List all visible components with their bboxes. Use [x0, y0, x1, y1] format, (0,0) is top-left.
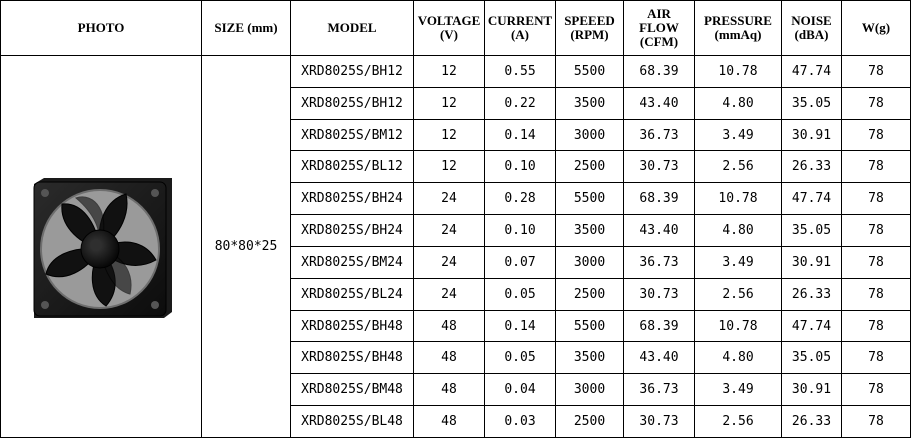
- current-cell: 0.14: [485, 310, 556, 342]
- pressure-cell: 3.49: [695, 119, 782, 151]
- current-cell: 0.22: [485, 87, 556, 119]
- airflow-cell: 36.73: [624, 374, 695, 406]
- speed-cell: 5500: [556, 183, 624, 215]
- size-cell: 80*80*25: [202, 56, 291, 438]
- header-noise: NOISE (dBA): [782, 1, 842, 56]
- pressure-cell: 3.49: [695, 374, 782, 406]
- airflow-cell: 36.73: [624, 246, 695, 278]
- speed-cell: 3000: [556, 119, 624, 151]
- header-weight: W(g): [842, 1, 911, 56]
- pressure-cell: 2.56: [695, 406, 782, 438]
- photo-cell: [1, 56, 202, 438]
- voltage-cell: 12: [414, 56, 485, 88]
- current-cell: 0.55: [485, 56, 556, 88]
- speed-cell: 5500: [556, 56, 624, 88]
- voltage-cell: 24: [414, 278, 485, 310]
- airflow-cell: 43.40: [624, 215, 695, 247]
- noise-cell: 35.05: [782, 215, 842, 247]
- current-cell: 0.03: [485, 406, 556, 438]
- noise-cell: 26.33: [782, 406, 842, 438]
- pressure-cell: 10.78: [695, 183, 782, 215]
- header-airflow: AIR FLOW (CFM): [624, 1, 695, 56]
- header-row: [1, 1, 911, 56]
- spec-table-body: [1, 56, 911, 438]
- noise-cell: 30.91: [782, 119, 842, 151]
- airflow-cell: 36.73: [624, 119, 695, 151]
- weight-cell: 78: [842, 310, 911, 342]
- model-cell: XRD8025S/BL48: [291, 406, 414, 438]
- current-cell: 0.05: [485, 278, 556, 310]
- model-cell: XRD8025S/BH48: [291, 342, 414, 374]
- pressure-cell: 4.80: [695, 215, 782, 247]
- current-cell: 0.10: [485, 151, 556, 183]
- noise-cell: 35.05: [782, 87, 842, 119]
- noise-cell: 26.33: [782, 278, 842, 310]
- model-cell: XRD8025S/BH24: [291, 183, 414, 215]
- weight-cell: 78: [842, 215, 911, 247]
- weight-cell: 78: [842, 119, 911, 151]
- header-model: MODEL: [291, 1, 414, 56]
- weight-cell: 78: [842, 278, 911, 310]
- airflow-cell: 68.39: [624, 56, 695, 88]
- pressure-cell: 2.56: [695, 151, 782, 183]
- speed-cell: 2500: [556, 406, 624, 438]
- airflow-cell: 30.73: [624, 151, 695, 183]
- voltage-cell: 24: [414, 246, 485, 278]
- pressure-cell: 10.78: [695, 56, 782, 88]
- current-cell: 0.04: [485, 374, 556, 406]
- model-cell: XRD8025S/BM24: [291, 246, 414, 278]
- noise-cell: 47.74: [782, 310, 842, 342]
- current-cell: 0.10: [485, 215, 556, 247]
- pressure-cell: 10.78: [695, 310, 782, 342]
- table-row: [1, 56, 911, 88]
- header-current: CURRENT (A): [485, 1, 556, 56]
- noise-cell: 47.74: [782, 183, 842, 215]
- airflow-cell: 30.73: [624, 406, 695, 438]
- model-cell: XRD8025S/BH48: [291, 310, 414, 342]
- voltage-cell: 48: [414, 406, 485, 438]
- speed-cell: 3500: [556, 215, 624, 247]
- airflow-cell: 68.39: [624, 310, 695, 342]
- airflow-cell: 68.39: [624, 183, 695, 215]
- weight-cell: 78: [842, 183, 911, 215]
- voltage-cell: 12: [414, 87, 485, 119]
- speed-cell: 2500: [556, 151, 624, 183]
- header-voltage: VOLTAGE (V): [414, 1, 485, 56]
- airflow-cell: 43.40: [624, 342, 695, 374]
- header-photo: PHOTO: [1, 1, 202, 56]
- noise-cell: 26.33: [782, 151, 842, 183]
- voltage-cell: 12: [414, 151, 485, 183]
- noise-cell: 30.91: [782, 374, 842, 406]
- speed-cell: 2500: [556, 278, 624, 310]
- model-cell: XRD8025S/BH12: [291, 56, 414, 88]
- speed-cell: 3000: [556, 374, 624, 406]
- speed-cell: 3000: [556, 246, 624, 278]
- weight-cell: 78: [842, 87, 911, 119]
- pressure-cell: 4.80: [695, 87, 782, 119]
- header-size: SIZE (mm): [202, 1, 291, 56]
- model-cell: XRD8025S/BL24: [291, 278, 414, 310]
- voltage-cell: 48: [414, 374, 485, 406]
- voltage-cell: 48: [414, 342, 485, 374]
- noise-cell: 35.05: [782, 342, 842, 374]
- weight-cell: 78: [842, 406, 911, 438]
- weight-cell: 78: [842, 56, 911, 88]
- model-cell: XRD8025S/BL12: [291, 151, 414, 183]
- current-cell: 0.05: [485, 342, 556, 374]
- speed-cell: 3500: [556, 87, 624, 119]
- noise-cell: 30.91: [782, 246, 842, 278]
- header-pressure: PRESSURE (mmAq): [695, 1, 782, 56]
- speed-cell: 3500: [556, 342, 624, 374]
- voltage-cell: 24: [414, 215, 485, 247]
- airflow-cell: 43.40: [624, 87, 695, 119]
- voltage-cell: 48: [414, 310, 485, 342]
- speed-cell: 5500: [556, 310, 624, 342]
- model-cell: XRD8025S/BH12: [291, 87, 414, 119]
- weight-cell: 78: [842, 246, 911, 278]
- pressure-cell: 4.80: [695, 342, 782, 374]
- fan-photo-icon: [26, 172, 176, 322]
- airflow-cell: 30.73: [624, 278, 695, 310]
- pressure-cell: 2.56: [695, 278, 782, 310]
- weight-cell: 78: [842, 374, 911, 406]
- weight-cell: 78: [842, 342, 911, 374]
- header-speed: SPEEED (RPM): [556, 1, 624, 56]
- model-cell: XRD8025S/BH24: [291, 215, 414, 247]
- pressure-cell: 3.49: [695, 246, 782, 278]
- current-cell: 0.07: [485, 246, 556, 278]
- noise-cell: 47.74: [782, 56, 842, 88]
- current-cell: 0.14: [485, 119, 556, 151]
- current-cell: 0.28: [485, 183, 556, 215]
- voltage-cell: 24: [414, 183, 485, 215]
- model-cell: XRD8025S/BM12: [291, 119, 414, 151]
- model-cell: XRD8025S/BM48: [291, 374, 414, 406]
- voltage-cell: 12: [414, 119, 485, 151]
- weight-cell: 78: [842, 151, 911, 183]
